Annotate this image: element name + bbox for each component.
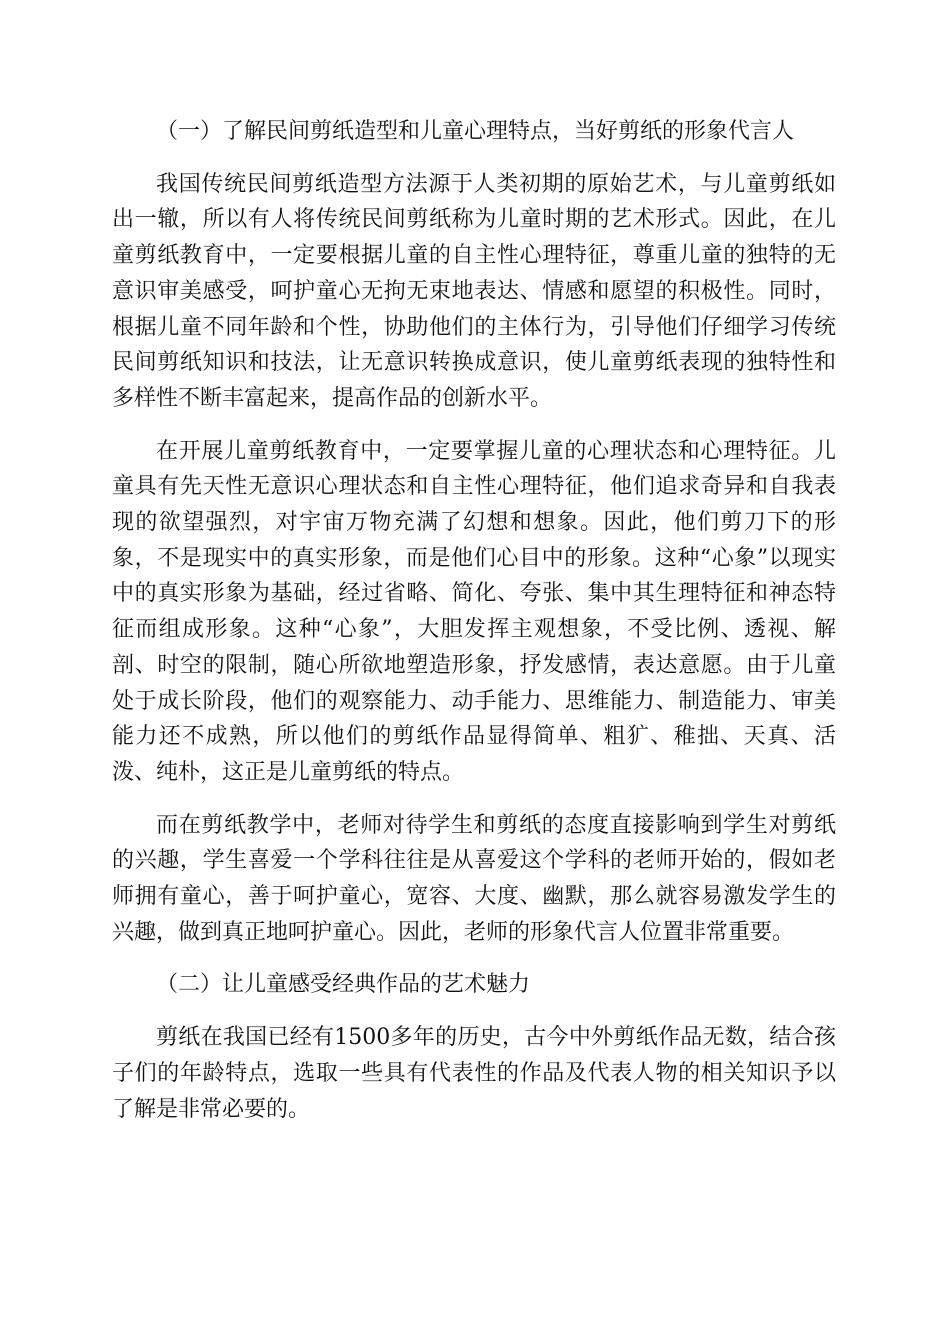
paragraph-2: 在开展儿童剪纸教育中，一定要掌握儿童的心理状态和心理特征。儿童具有先天性无意识心理状态和自主性心理特征，他们追求奇异和自我表现的欲望强烈，对宇宙万物充满了幻想和想象。因此，他们剪刀下的形象，不是现实中的真实形象，而是他们心目中的形象。这种“心象”以现实中的真实形象为基础，经过省略、简化、夸张、集中其生理特征和神态特征而组成形象。这种“心象”，大胆发挥主观想象，不受比例、透视、解剖、时空的限制，随心所欲地塑造形象，抒发感情，表达意愿。由于儿童处于成长阶段，他们的观察能力、动手能力、思维能力、制造能力、审美能力还不成熟，所以他们的剪纸作品显得简单、粗犷、稚拙、天真、活泼、纯朴，这正是儿童剪纸的特点。 bbox=[112, 438, 836, 785]
paragraph-3: 而在剪纸教学中，老师对待学生和剪纸的态度直接影响到学生对剪纸的兴趣，学生喜爱一个学科往往是从喜爱这个学科的老师开始的，假如老师拥有童心，善于呵护童心，宽容、大度、幽默，那么就容易激发学生的兴趣，做到真正地呵护童心。因此，老师的形象代言人位置非常重要。 bbox=[112, 812, 836, 945]
section-heading-1: （一）了解民间剪纸造型和儿童心理特点，当好剪纸的形象代言人 bbox=[156, 119, 795, 144]
document-body bbox=[112, 114, 836, 1144]
paragraph-4: 剪纸在我国已经有1500多年的历史，古今中外剪纸作品无数，结合孩子们的年龄特点，选取一些具有代表性的作品及代表人物的相关知识予以了解是非常必要的。 bbox=[112, 1025, 836, 1122]
section-heading-2: （二）让儿童感受经典作品的艺术魅力 bbox=[156, 972, 531, 998]
paragraph-1: 我国传统民间剪纸造型方法源于人类初期的原始艺术，与儿童剪纸如出一辙，所以有人将传统民间剪纸称为儿童时期的艺术形式。因此，在儿童剪纸教育中，一定要根据儿童的自主性心理特征，尊重儿童的独特的无意识审美感受，呵护童心无拘无束地表达、情感和愿望的积极性。同时，根据儿童不同年龄和个性，协助他们的主体行为，引导他们仔细学习传统民间剪纸知识和技法，让无意识转换成意识，使儿童剪纸表现的独特性和多样性不断丰富起来，提高作品的创新水平。 bbox=[112, 171, 836, 411]
